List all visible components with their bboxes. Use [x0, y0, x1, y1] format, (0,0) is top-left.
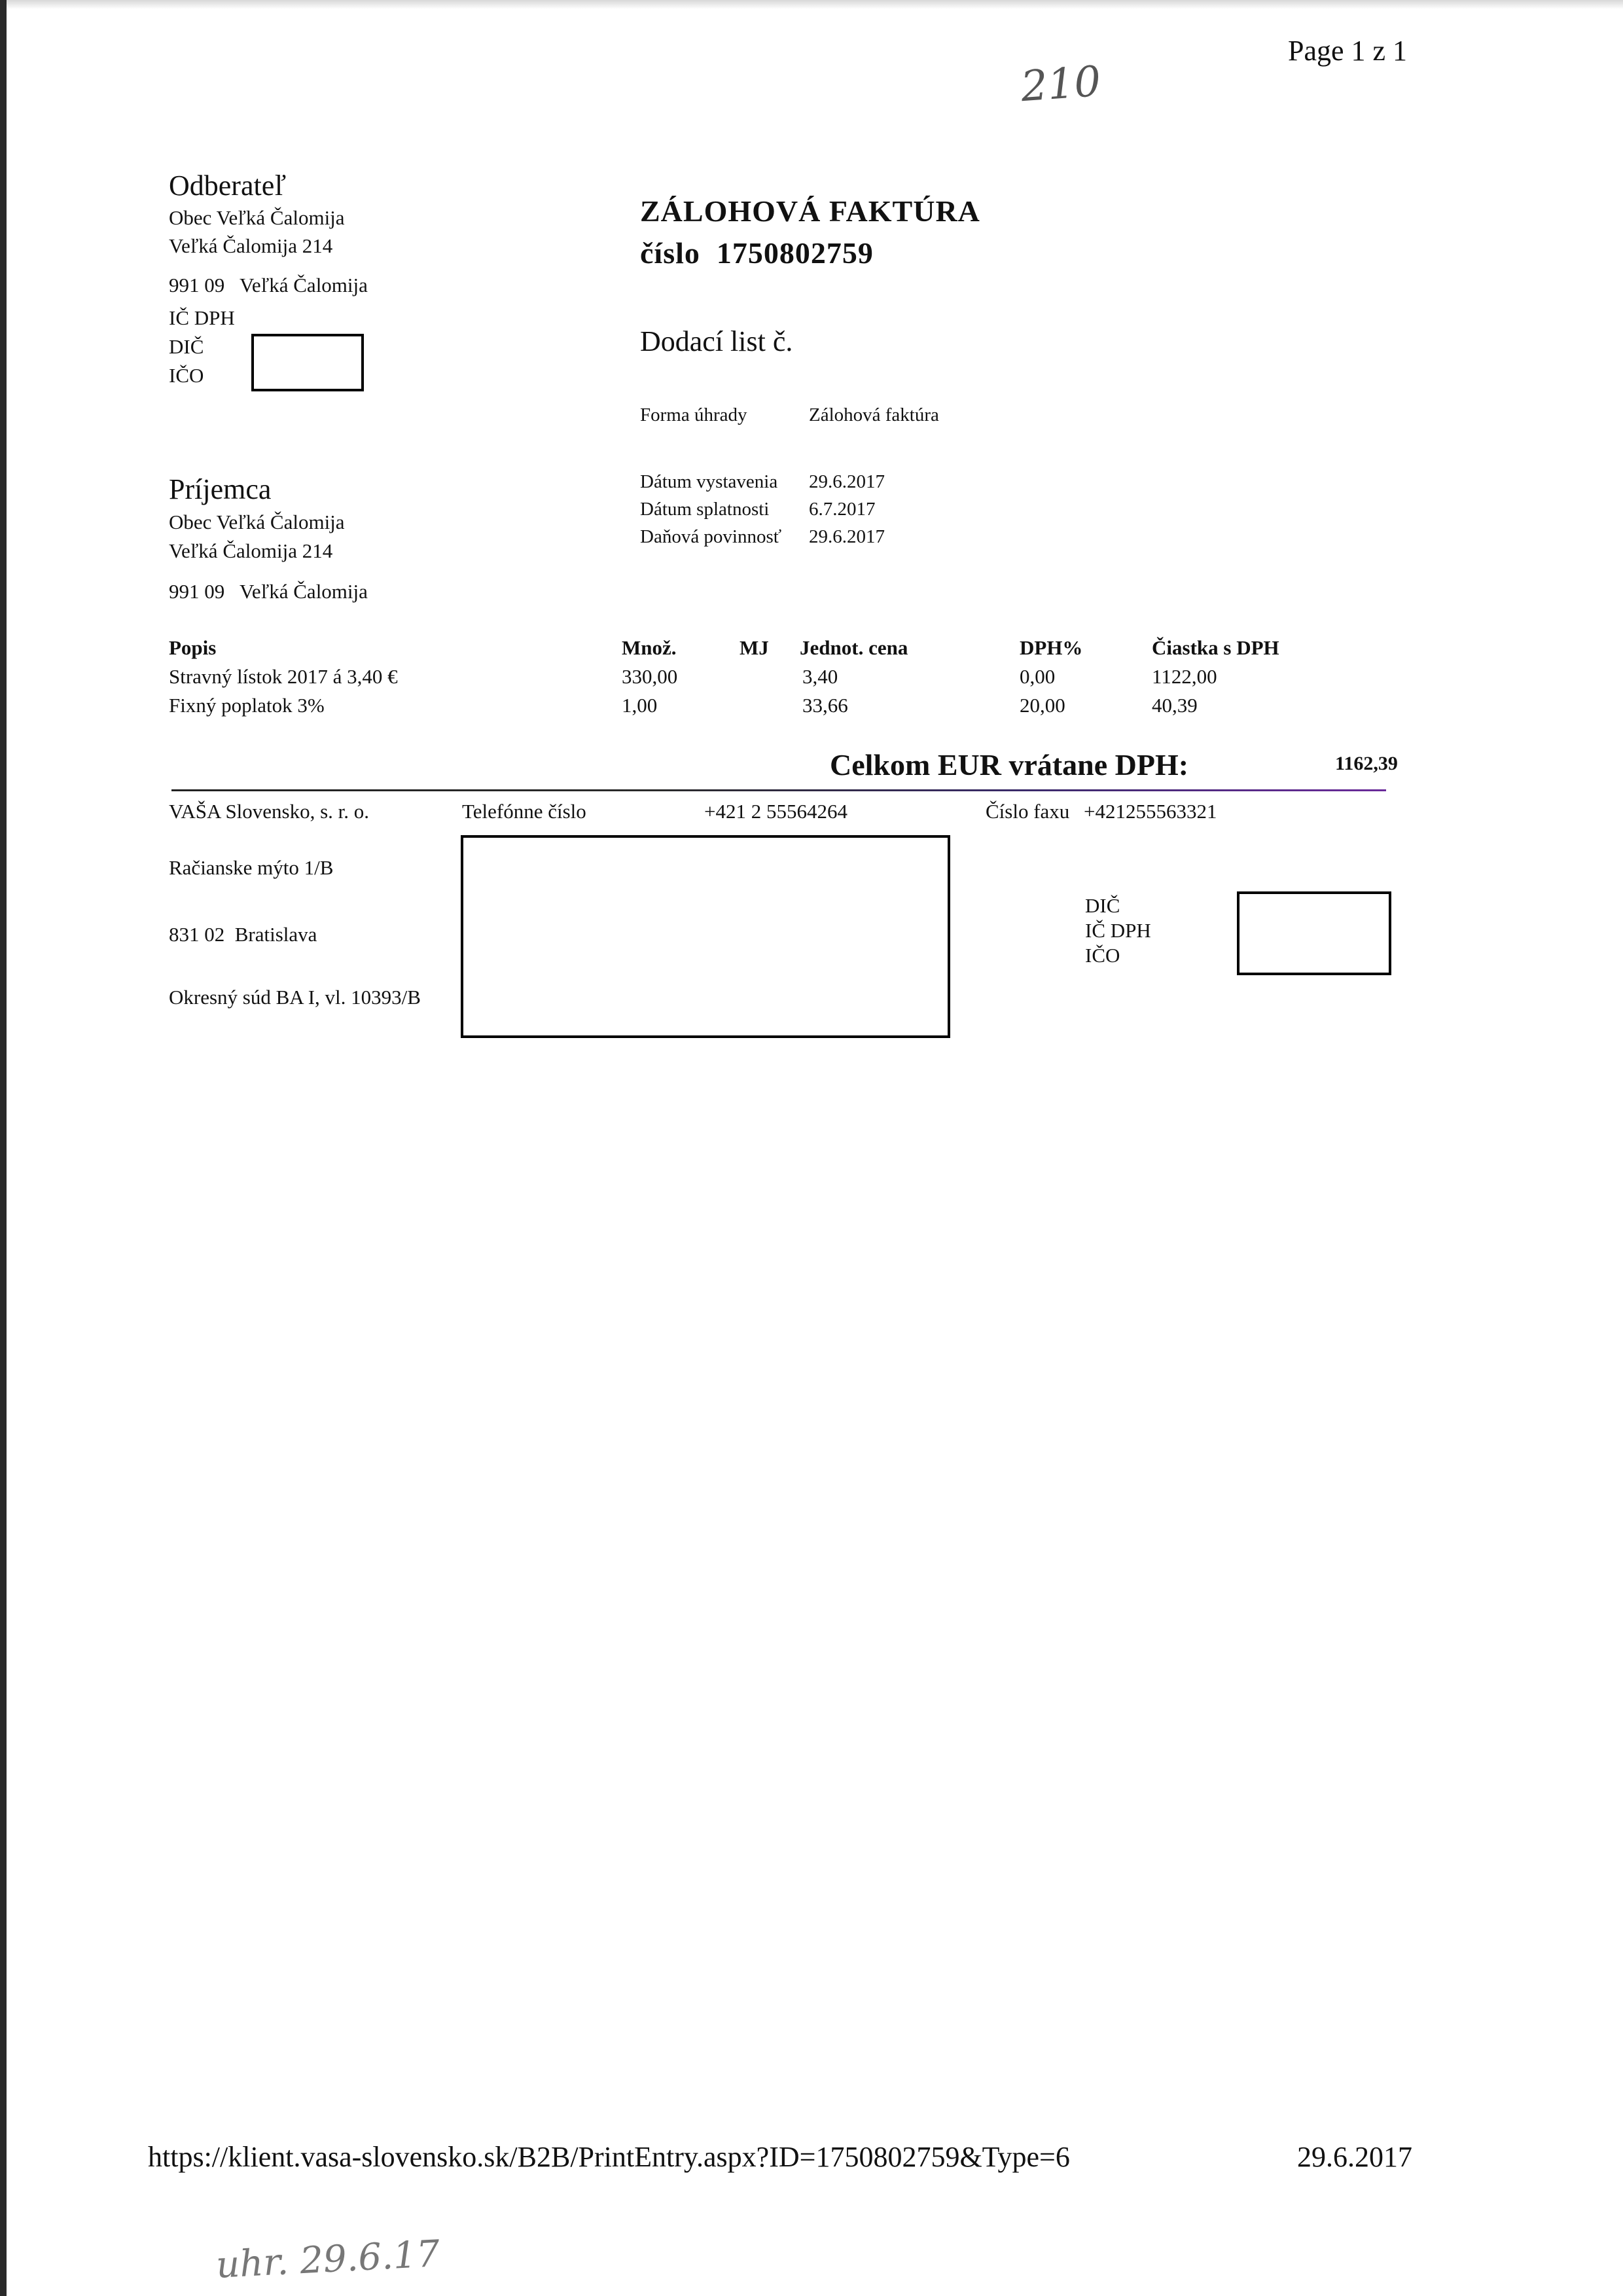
total-divider [171, 789, 1386, 791]
row-cena: 3,40 [802, 665, 838, 688]
page-number: Page 1 z 1 [1288, 35, 1408, 67]
supplier-details-redaction [461, 835, 950, 1038]
payment-method-value: Zálohová faktúra [809, 404, 939, 425]
supplier-court: Okresný súd BA I, vl. 10393/B [169, 986, 421, 1009]
scan-shadow-top [0, 0, 1623, 9]
supplier-dic-label: DIČ [1085, 894, 1120, 917]
buyer-heading: Odberateľ [169, 170, 287, 202]
row-cena: 33,66 [802, 694, 848, 717]
buyer-street: Veľká Čalomija 214 [169, 234, 333, 257]
row-popis: Stravný lístok 2017 á 3,40 € [169, 665, 398, 688]
buyer-ico-label: IČO [169, 364, 204, 387]
supplier-ic-dph-label: IČ DPH [1085, 919, 1151, 942]
due-date-value: 6.7.2017 [809, 499, 876, 520]
buyer-ids-redaction [251, 334, 364, 391]
handwritten-annotation-bottom: uhr. 29.6.17 [215, 2233, 441, 2287]
recipient-street: Veľká Čalomija 214 [169, 539, 333, 562]
col-header-dph: DPH% [1020, 636, 1083, 659]
invoice-number: číslo 1750802759 [640, 236, 874, 270]
supplier-city: 831 02 Bratislava [169, 923, 317, 946]
buyer-city: 991 09 Veľká Čalomija [169, 274, 368, 296]
row-popis: Fixný poplatok 3% [169, 694, 325, 717]
scan-edge [0, 0, 7, 2296]
supplier-ico-label: IČO [1085, 944, 1120, 967]
col-header-mnoz: Množ. [622, 636, 677, 659]
col-header-popis: Popis [169, 636, 217, 659]
delivery-note: Dodací list č. [640, 325, 793, 357]
supplier-street: Račianske mýto 1/B [169, 856, 334, 879]
col-header-mj: MJ [740, 636, 769, 659]
total-label: Celkom EUR vrátane DPH: [830, 748, 1189, 781]
recipient-name: Obec Veľká Čalomija [169, 511, 345, 533]
footer-date: 29.6.2017 [1297, 2141, 1412, 2173]
supplier-fax-value: +421255563321 [1084, 800, 1217, 823]
row-ciastka: 1122,00 [1152, 665, 1217, 688]
due-date-label: Dátum splatnosti [640, 499, 770, 520]
row-dph: 0,00 [1020, 665, 1056, 688]
supplier-name: VAŠA Slovensko, s. r. o. [169, 800, 370, 823]
issue-date-label: Dátum vystavenia [640, 471, 778, 492]
col-header-cena: Jednot. cena [800, 636, 908, 659]
row-ciastka: 40,39 [1152, 694, 1198, 717]
buyer-dic-label: DIČ [169, 335, 204, 358]
row-dph: 20,00 [1020, 694, 1065, 717]
buyer-name: Obec Veľká Čalomija [169, 206, 345, 229]
tax-date-label: Daňová povinnosť [640, 526, 782, 547]
supplier-ids-redaction [1237, 891, 1391, 975]
supplier-phone-label: Telefónne číslo [462, 800, 586, 823]
supplier-fax-label: Číslo faxu [986, 800, 1070, 823]
payment-method-label: Forma úhrady [640, 404, 747, 425]
recipient-city: 991 09 Veľká Čalomija [169, 580, 368, 603]
total-value: 1162,39 [1335, 753, 1398, 774]
issue-date-value: 29.6.2017 [809, 471, 885, 492]
footer-url: https://klient.vasa-slovensko.sk/B2B/PrintEntry.aspx?ID=1750802759&Type=6 [148, 2141, 1070, 2173]
col-header-ciastka: Čiastka s DPH [1152, 636, 1279, 659]
supplier-phone-value: +421 2 55564264 [704, 800, 847, 823]
tax-date-value: 29.6.2017 [809, 526, 885, 547]
invoice-title: ZÁLOHOVÁ FAKTÚRA [640, 194, 980, 228]
row-mnoz: 330,00 [622, 665, 678, 688]
recipient-heading: Príjemca [169, 473, 272, 505]
row-mnoz: 1,00 [622, 694, 658, 717]
handwritten-annotation-top: 210 [1019, 57, 1103, 112]
buyer-ic-dph-label: IČ DPH [169, 306, 235, 329]
